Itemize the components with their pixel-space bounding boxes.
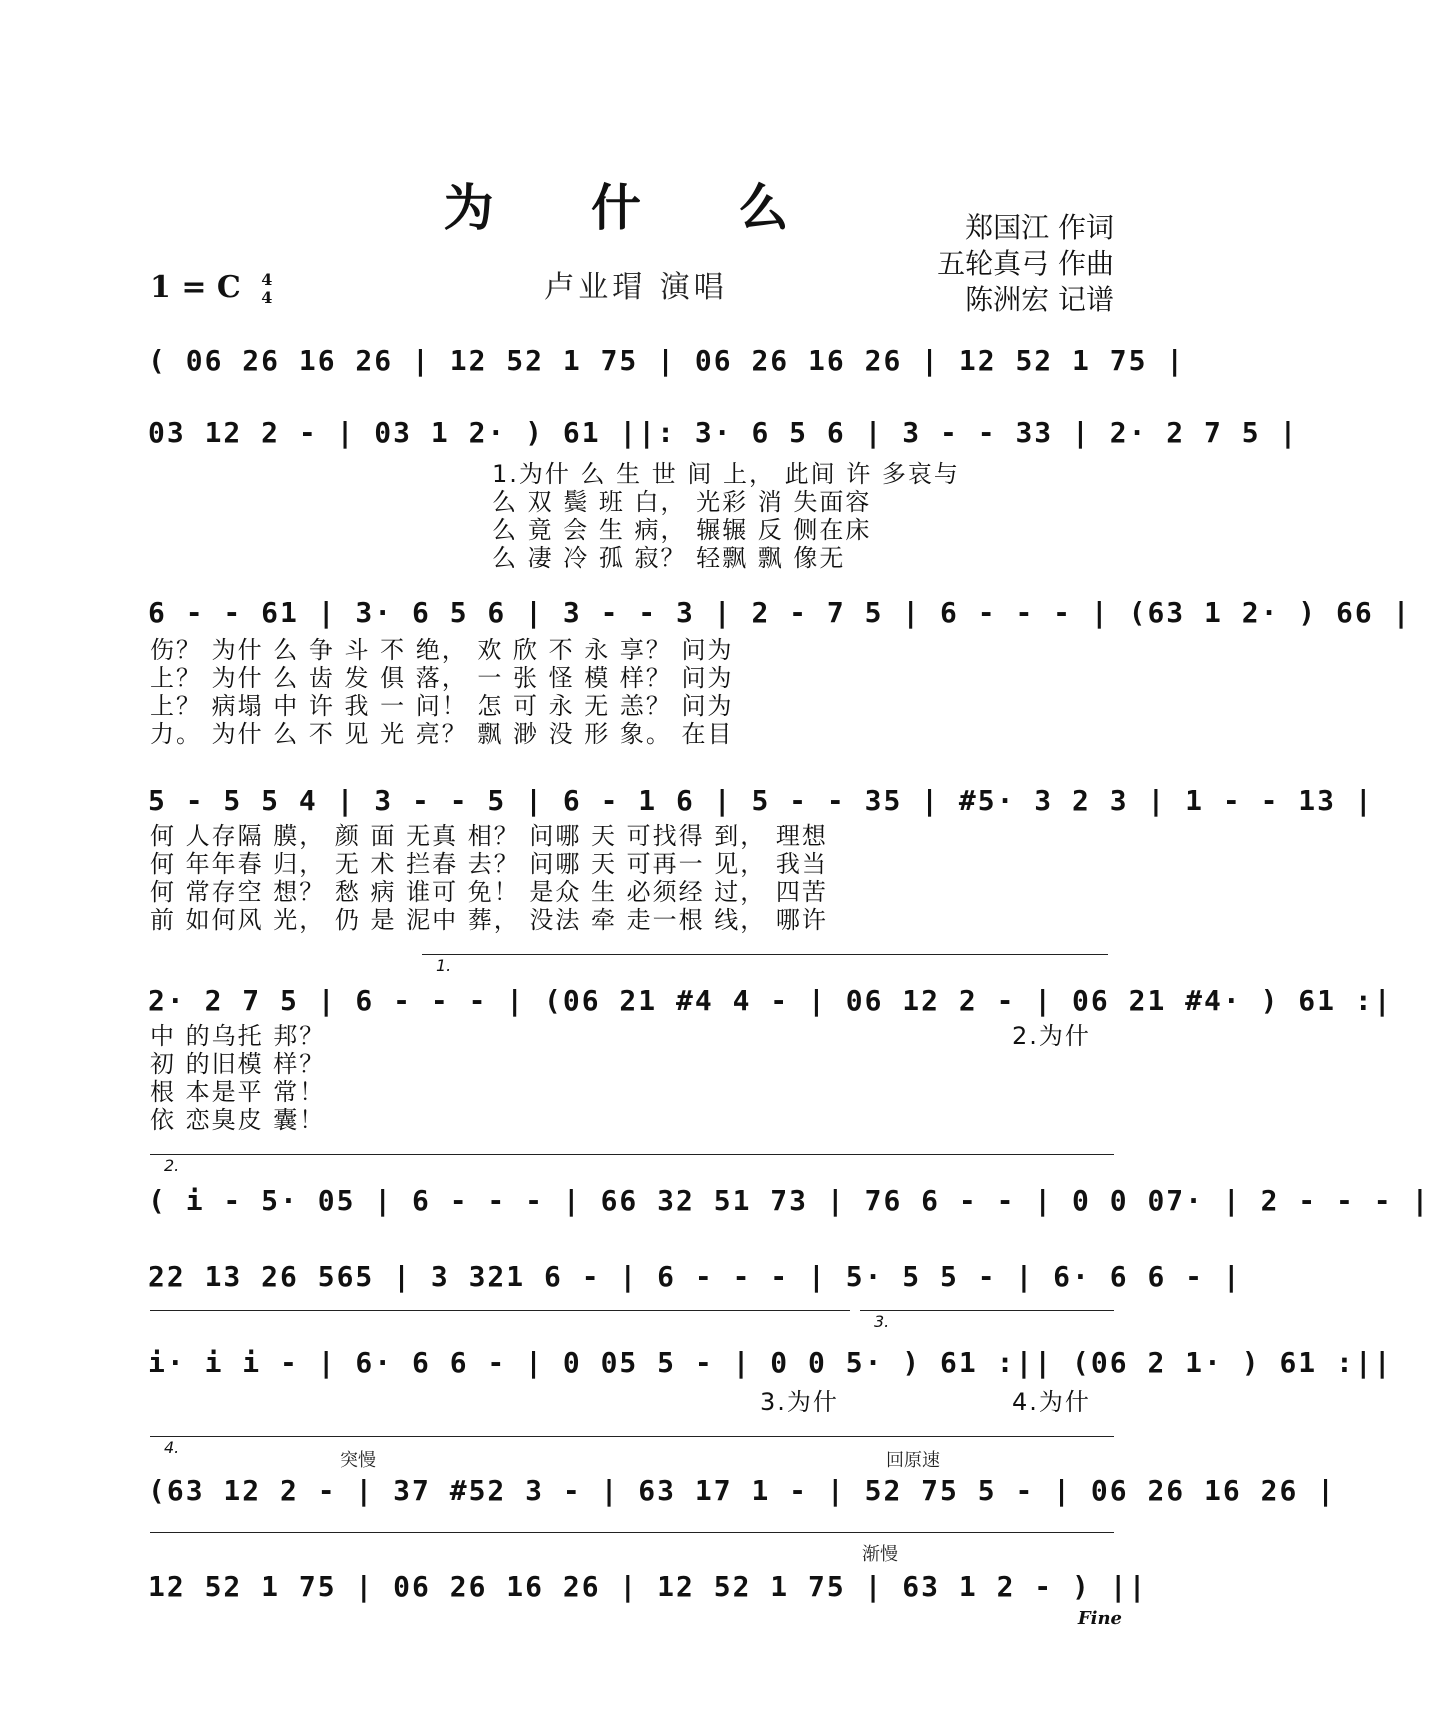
score-line-6: ( i - 5· 05 | 6 - - - | 66 32 51 73 | 76 6 - - | 0 0 07· | 2 - - - | — [148, 1184, 1430, 1217]
repeat-bracket-end — [150, 1532, 1114, 1533]
lyric-block-a — [492, 460, 960, 572]
time-signature-bottom: 4 — [261, 288, 273, 307]
volta-1-label: 1. — [436, 956, 452, 975]
volta-4-label: 4. — [164, 1438, 180, 1457]
singer-credit: 卢业瑁 演唱 — [544, 270, 728, 305]
lyric-a-3: 么 竟 会 生 病， 辗辗 反 侧在床 — [492, 516, 872, 544]
lyric-c-1: 何 人存隔 膜， 颜 面 无真 相？ 问哪 天 可找得 到， 理想 — [150, 822, 828, 850]
score-line-9: (63 12 2 - | 37 #52 3 - | 63 17 1 - | 52 75 5 - | 06 26 16 26 | — [148, 1474, 1337, 1507]
score-line-10: 12 52 1 75 | 06 26 16 26 | 12 52 1 75 | 63 1 2 - ) || — [148, 1570, 1148, 1603]
tempo-mark-original-speed: 回原速 — [886, 1450, 940, 1471]
tempo-mark-gradual-slow: 渐慢 — [862, 1544, 898, 1565]
volta-bracket-4 — [150, 1436, 1114, 1437]
volta-bracket-2 — [150, 1154, 1114, 1155]
volta-2-label: 2. — [164, 1156, 180, 1175]
tempo-mark-sudden-slow: 突慢 — [340, 1450, 376, 1471]
transcriber-credit: 陈洲宏 记谱 — [965, 283, 1114, 316]
time-signature-top: 4 — [261, 270, 273, 289]
volta-3-label: 3. — [874, 1312, 890, 1331]
score-line-1: ( 06 26 16 26 | 12 52 1 75 | 06 26 16 26 | 12 52 1 75 | — [148, 344, 1186, 377]
lyric-b-3: 上？ 病塌 中 许 我 一 问！ 怎 可 永 无 恙？ 问为 — [150, 692, 734, 720]
cue-2: 2.为什 — [1012, 1022, 1091, 1050]
lyric-block-d — [150, 1022, 325, 1134]
lyric-b-4: 力。 为什 么 不 见 光 亮？ 飘 渺 没 形 象。 在目 — [150, 720, 734, 748]
lyric-d-4: 依 恋臭皮 囊！ — [150, 1106, 326, 1134]
lyric-d-3: 根 本是平 常！ — [150, 1078, 326, 1106]
lyric-a-2: 么 双 鬓 班 白， 光彩 消 失面容 — [492, 488, 872, 516]
lyric-a-1: 1.为什 么 生 世 间 上， 此间 许 多哀与 — [492, 460, 960, 488]
page-title: 为 什 么 — [443, 179, 829, 237]
volta-bracket-2-end — [150, 1310, 850, 1311]
lyric-block-c — [150, 822, 828, 934]
key-signature — [150, 270, 272, 307]
lyric-b-1: 伤？ 为什 么 争 斗 不 绝， 欢 欣 不 永 享？ 问为 — [150, 636, 734, 664]
volta-bracket-3 — [860, 1310, 1114, 1311]
fine-mark: Fine — [1077, 1608, 1122, 1629]
score-line-5: 2· 2 7 5 | 6 - - - | (06 21 #4 4 - | 06 12 2 - | 06 21 #4· ) 61 :| — [148, 984, 1393, 1017]
lyric-c-3: 何 常存空 想？ 愁 病 谁可 免！ 是众 生 必须经 过， 四苦 — [150, 878, 828, 906]
score-line-4: 5 - 5 5 4 | 3 - - 5 | 6 - 1 6 | 5 - - 35 | #5· 3 2 3 | 1 - - 13 | — [148, 784, 1374, 817]
key-label: 1 = C — [150, 270, 241, 305]
credits — [937, 210, 1114, 318]
lyric-d-1: 中 的乌托 邦？ — [150, 1022, 326, 1050]
score-line-8: i· i i - | 6· 6 6 - | 0 05 5 - | 0 0 5· ) 61 :|| (06 2 1· ) 61 :|| — [148, 1346, 1393, 1379]
lyric-b-2: 上？ 为什 么 齿 发 俱 落， 一 张 怪 模 样？ 问为 — [150, 664, 734, 692]
lyric-a-4: 么 凄 冷 孤 寂？ 轻飘 飘 像无 — [492, 544, 846, 572]
cue-4: 4.为什 — [1012, 1388, 1091, 1416]
lyric-block-b — [150, 636, 734, 748]
score-line-2: 03 12 2 - | 03 1 2· ) 61 ||: 3· 6 5 6 | 3 - - 33 | 2· 2 7 5 | — [148, 416, 1299, 449]
lyricist-credit: 郑国江 作词 — [965, 211, 1114, 244]
lyric-d-2: 初 的旧模 样？ — [150, 1050, 326, 1078]
score-line-3: 6 - - 61 | 3· 6 5 6 | 3 - - 3 | 2 - 7 5 | 6 - - - | (63 1 2· ) 66 | — [148, 596, 1412, 629]
cue-3: 3.为什 — [760, 1388, 839, 1416]
composer-credit: 五轮真弓 作曲 — [937, 247, 1114, 280]
time-signature — [261, 271, 272, 307]
lyric-c-2: 何 年年春 归， 无 术 拦春 去？ 问哪 天 可再一 见， 我当 — [150, 850, 828, 878]
volta-bracket-1 — [422, 954, 1108, 955]
score-line-7: 22 13 26 565 | 3 321 6 - | 6 - - - | 5· 5 5 - | 6· 6 6 - | — [148, 1260, 1242, 1293]
lyric-c-4: 前 如何风 光， 仍 是 泥中 葬， 没法 牵 走一根 线， 哪许 — [150, 906, 828, 934]
